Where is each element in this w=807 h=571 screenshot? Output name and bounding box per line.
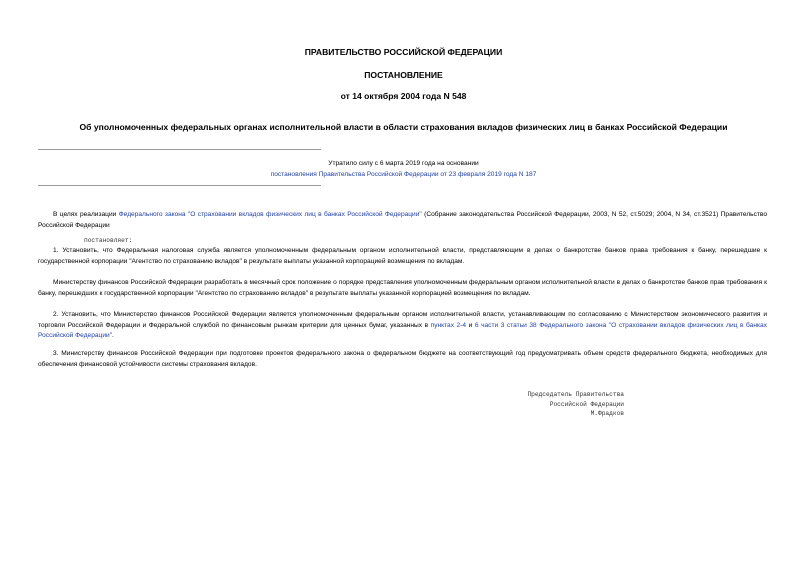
top-divider: [38, 149, 321, 150]
bottom-divider: [38, 185, 321, 186]
preamble-text-after: (Собрание законодательства Российской Федерации, 2003, N 52, ст.5029; 2004, N 34, ст.3521) Правительство Российской Федерации: [38, 211, 768, 229]
paragraph-2-and: и: [466, 321, 475, 329]
repeal-decree-link[interactable]: постановления Правительства Российской Федерации от 23 февраля 2019 года N 187: [270, 171, 537, 178]
signature-name: М.Фрадков: [590, 410, 624, 417]
law-link[interactable]: Федерального закона "О страховании вкладов физических лиц в банках Российской Федерации": [118, 211, 422, 218]
signature-position-line-1: Председатель Правительства: [527, 391, 624, 398]
points-2-4-link[interactable]: пунктах 2-4: [430, 321, 467, 329]
preamble-text-before: В целях реализации: [53, 211, 119, 218]
paragraph-3: 3. Министерству финансов Российской Федерации при подготовке проектов федерального закона о федеральном бюджете на соответствующий год предусматривать объем средств федерального бюджета, необходимых для обеспечения финансовой устойчивости системы страхования вкладов.: [38, 350, 767, 368]
date-number-heading: от 14 октября 2004 года N 548: [340, 91, 467, 101]
issuer-heading: ПРАВИТЕЛЬСТВО РОССИЙСКОЙ ФЕДЕРАЦИИ: [304, 47, 503, 57]
article-38-link[interactable]: 6 части 3 статьи 38 Федерального закона "О страховании вкладов физических лиц в банках Российской Федерации": [38, 321, 767, 339]
doc-type-heading: ПОСТАНОВЛЕНИЕ: [364, 70, 443, 80]
preamble-paragraph: [38, 210, 767, 231]
paragraph-2: [38, 310, 767, 342]
paragraph-1b: Министерству финансов Российской Федерации разработать в месячный срок положение о порядке представления уполномоченным федеральным органом исполнительной власти в делах о банкротстве банков прав требования к банку, перешедших к государственной корпорации "Агентство по страхованию вкладов" в результате выплаты указанной корпорацией возмещения по вкладам.: [38, 279, 767, 297]
document-title: Об уполномоченных федеральных органах исполнительной власти в области страхования вкладов физических лиц в банках Российской Федерации: [79, 122, 728, 132]
signature-block: [480, 390, 624, 419]
status-note-text: Утратило силу с 6 марта 2019 года на основании: [328, 160, 479, 167]
status-note-link-line: [0, 171, 807, 178]
paragraph-2-text: 2. Установить, что Министерство финансов Российской Федерации является уполномоченным федеральным органом исполнительной власти, устанавливающим по согласованию с Министерством экономического развития и торговли Российской Федерации и Федеральной службой по финансовым рынкам критерии для ценных бумаг, указанных в: [38, 311, 767, 329]
paragraph-2-end: .: [112, 332, 114, 339]
decree-word: постановляет:: [84, 237, 133, 244]
paragraph-1: 1. Установить, что Федеральная налоговая служба является уполномоченным федеральным органом исполнительной власти, представляющим в делах о банкротстве банков права требования к банку, перешедшие к государственной корпорации "Агентство по страхованию вкладов" в результате выплаты указанной корпорацией возмещения по вкладам.: [38, 247, 767, 265]
signature-position-line-2: Российской Федерации: [549, 400, 624, 408]
